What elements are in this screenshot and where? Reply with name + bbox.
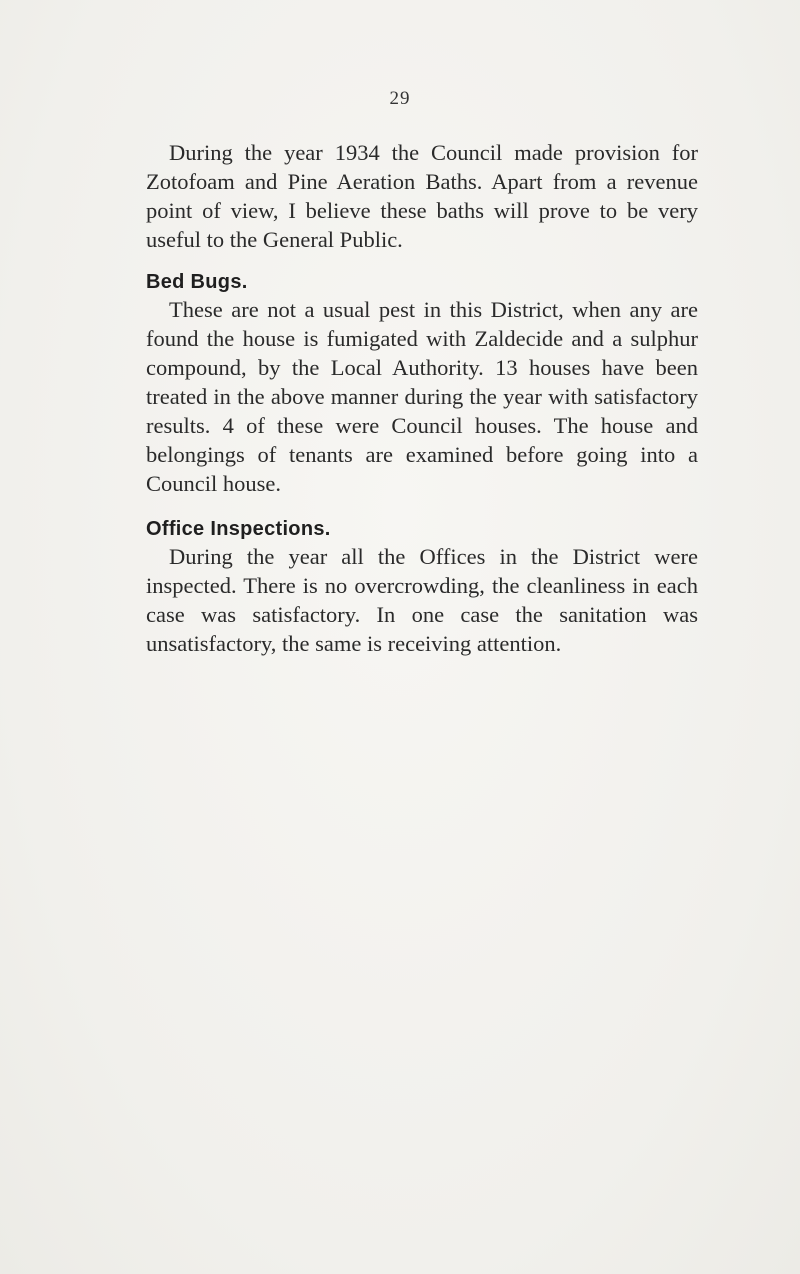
page-content — [146, 138, 698, 658]
section-body-bed-bugs: These are not a usual pest in this District, when any are found the house is fumigated with Zaldecide and a sulphur compound, by the Local Authority. 13 houses have been treated in the above manner during the year with satisfactory results. 4 of these were Council houses. The house and belongings of tenants are examined before going into a Council house. — [146, 297, 698, 496]
intro-paragraph: During the year 1934 the Council made provision for Zotofoam and Pine Aeration Baths. Apart from a revenue point of view, I believe these baths will prove to be very useful to the General Public. — [146, 140, 698, 252]
section-bed-bugs — [146, 269, 698, 498]
section-heading-bed-bugs: Bed Bugs. — [146, 271, 248, 293]
section-body-office-inspections: During the year all the Offices in the District were inspected. There is no overcrowding, the cleanliness in each case was satisfactory. In one case the sanitation was unsatisfactory, the same is receiving attention. — [146, 544, 698, 656]
section-office-inspections — [146, 516, 698, 658]
page-number: 29 — [389, 88, 411, 109]
section-heading-office-inspections: Office Inspections. — [146, 518, 331, 540]
